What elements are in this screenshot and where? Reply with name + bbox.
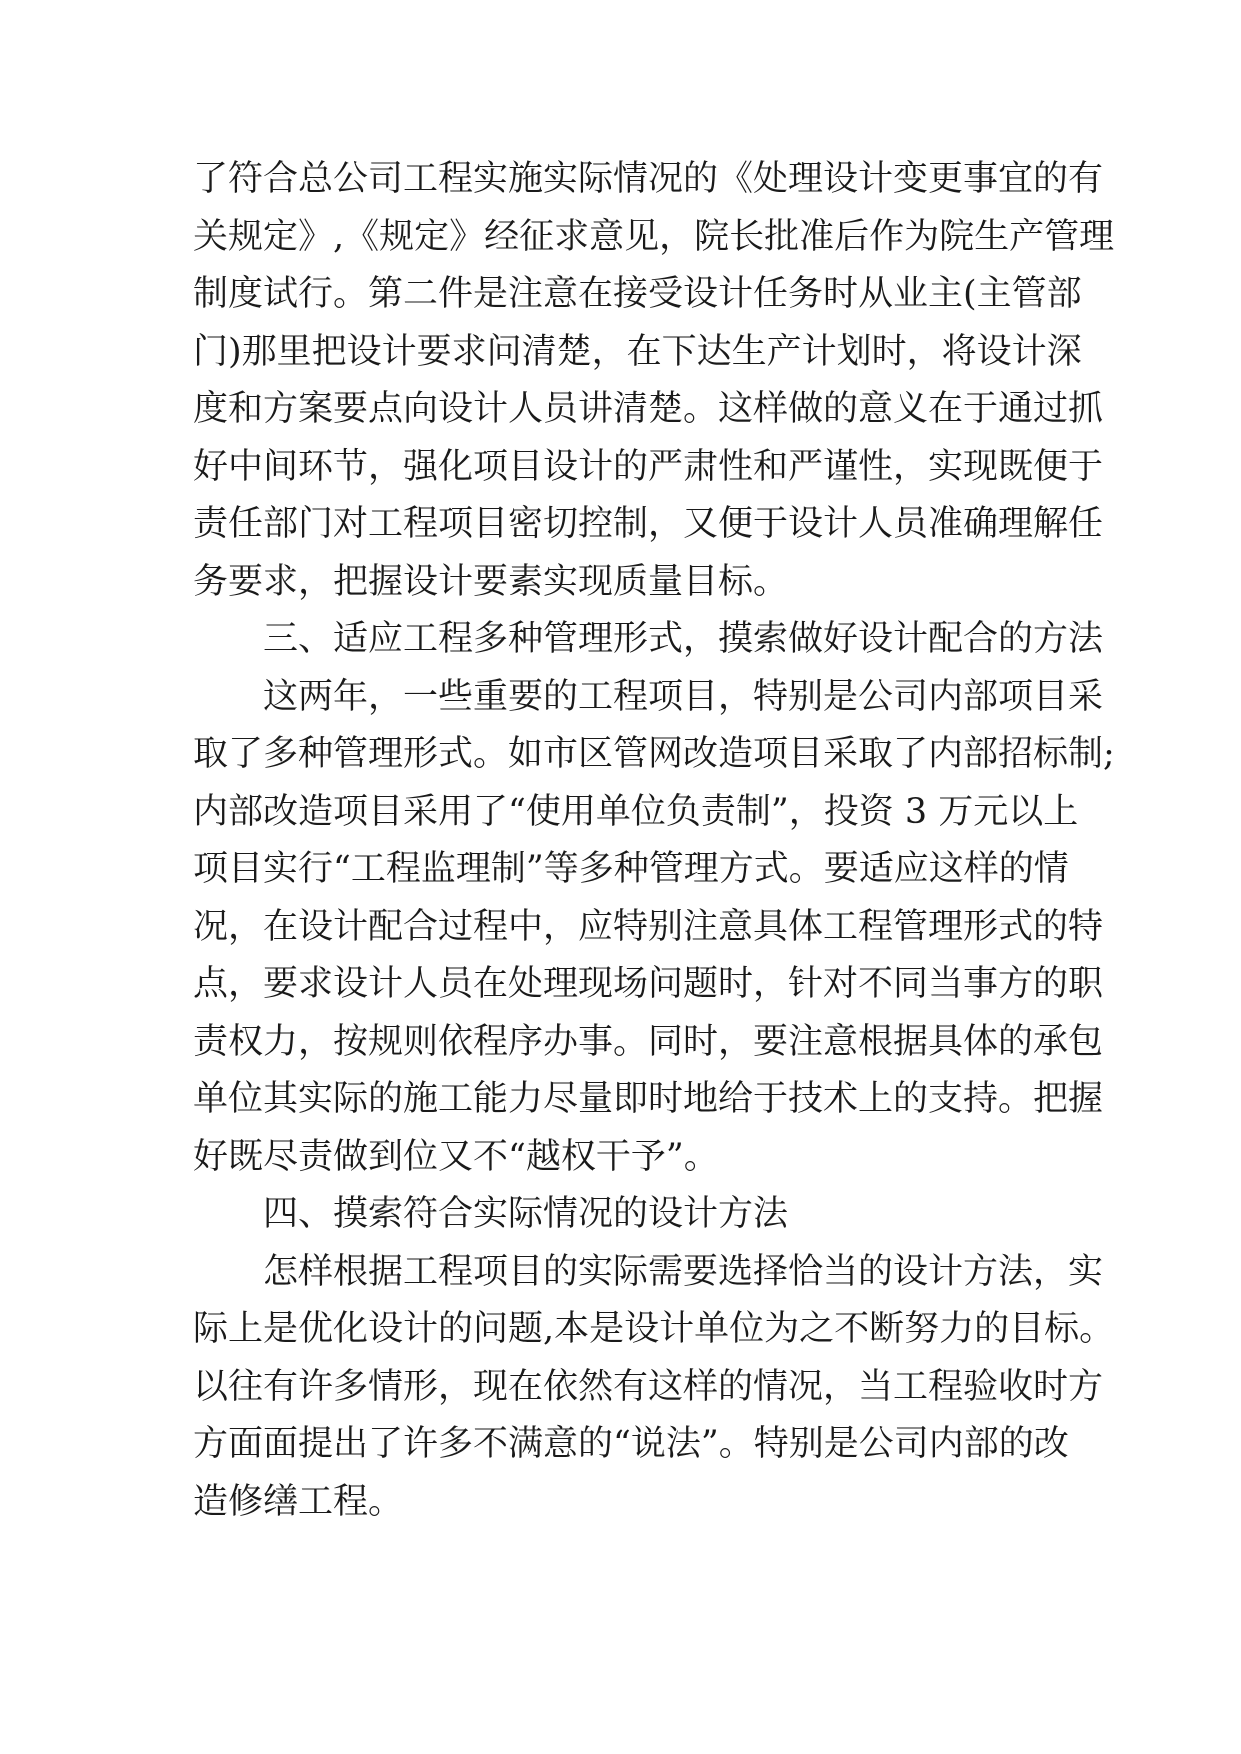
text-line: 项目实行“工程监理制”等多种管理方式。要适应这样的情 <box>193 849 1069 889</box>
text-line: 造修缮工程。 <box>193 1481 404 1522</box>
text-line: 方面面提出了许多不满意的“说法”。特别是公司内部的改 <box>193 1424 1069 1464</box>
text-line: 况，在设计配合过程中，应特别注意具体工程管理形式的特 <box>193 906 1104 947</box>
text-line: 点，要求设计人员在处理现场问题时，针对不同当事方的职 <box>193 964 1104 1004</box>
text-line: 务要求，把握设计要素实现质量目标。 <box>193 561 789 602</box>
body-text <box>193 151 1115 1531</box>
text-line: 怎样根据工程项目的实际需要选择恰当的设计方法，实 <box>263 1251 1104 1292</box>
section-heading: 四、摸索符合实际情况的设计方法 <box>263 1194 789 1234</box>
text-line: 了符合总公司工程实施实际情况的《处理设计变更事宜的有 <box>193 159 1104 199</box>
section-heading: 三、适应工程多种管理形式，摸索做好设计配合的方法 <box>263 619 1104 659</box>
text-line: 关规定》,《规定》经征求意见，院长批准后作为院生产管理 <box>193 216 1115 257</box>
text-line: 制度试行。第二件是注意在接受设计任务时从业主(主管部 <box>193 274 1082 314</box>
text-line: 好既尽责做到位又不“越权干予”。 <box>193 1136 719 1177</box>
text-line: 度和方案要点向设计人员讲清楚。这样做的意义在于通过抓 <box>193 389 1104 429</box>
text-line: 责权力，按规则依程序办事。同时，要注意根据具体的承包 <box>193 1021 1104 1062</box>
text-line: 取了多种管理形式。如市区管网改造项目采取了内部招标制; <box>193 734 1115 774</box>
text-line: 好中间环节，强化项目设计的严肃性和严谨性，实现既便于 <box>193 446 1104 487</box>
text-line: 门)那里把设计要求问清楚，在下达生产计划时，将设计深 <box>193 331 1082 372</box>
text-line: 以往有许多情形，现在依然有这样的情况，当工程验收时方 <box>193 1366 1104 1407</box>
text-line: 内部改造项目采用了“使用单位负责制”，投资 3 万元以上 <box>193 791 1079 832</box>
text-line: 际上是优化设计的问题,本是设计单位为之不断努力的目标。 <box>193 1309 1115 1349</box>
text-line: 单位其实际的施工能力尽量即时地给于技术上的支持。把握 <box>193 1079 1104 1119</box>
text-line: 这两年，一些重要的工程项目，特别是公司内部项目采 <box>263 676 1104 717</box>
text-line: 责任部门对工程项目密切控制，又便于设计人员准确理解任 <box>193 504 1104 544</box>
